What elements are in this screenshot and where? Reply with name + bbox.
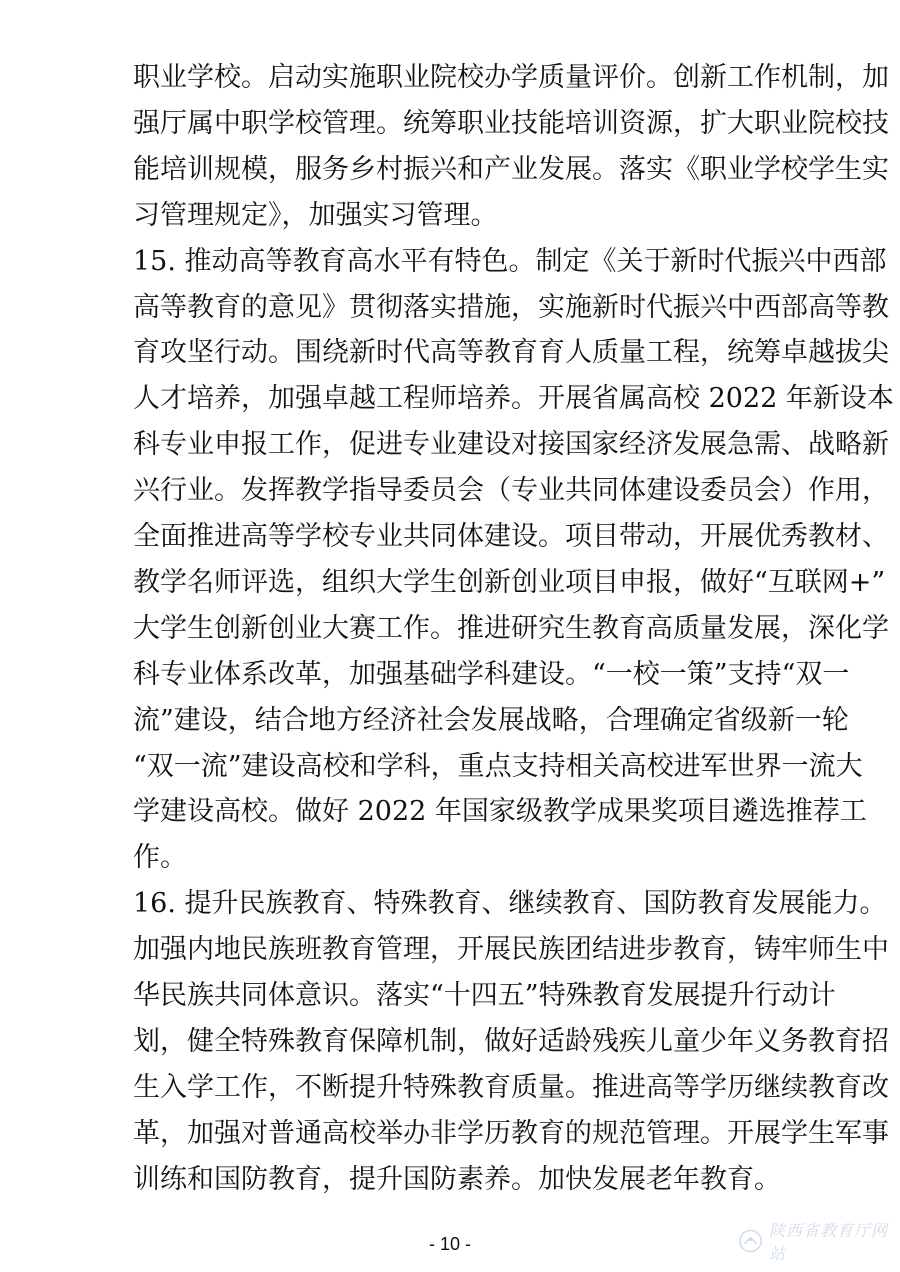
text-line: 加强内地民族班教育管理，开展民族团结进步教育，铸牢师生中: [133, 934, 889, 965]
text-line: 生入学工作，不断提升特殊教育质量。推进高等学历继续教育改: [133, 1072, 889, 1103]
text-line: “双一流”建设高校和学科，重点支持相关高校进军世界一流大: [133, 751, 863, 782]
text-line: 科专业申报工作，促进专业建设对接国家经济发展急需、战略新: [133, 429, 889, 460]
text-line: 16. 提升民族教育、特殊教育、继续教育、国防教育发展能力。: [133, 888, 887, 919]
watermark-logo-icon: [738, 1228, 763, 1254]
text-line: 强厅属中职学校管理。统筹职业技能培训资源，扩大职业院校技: [133, 108, 889, 139]
text-line: 育攻坚行动。围绕新时代高等教育育人质量工程，统筹卓越拔尖: [133, 337, 889, 368]
text-line: 训练和国防教育，提升国防素养。加快发展老年教育。: [133, 1164, 781, 1195]
text-line: 兴行业。发挥教学指导委员会（专业共同体建设委员会）作用，: [133, 475, 889, 506]
text-line: 革，加强对普通高校举办非学历教育的规范管理。开展学生军事: [133, 1118, 889, 1149]
text-line: 高等教育的意见》贯彻落实措施，实施新时代振兴中西部高等教: [133, 292, 889, 323]
text-line: 习管理规定》，加强实习管理。: [133, 200, 498, 231]
text-line: 职业学校。启动实施职业院校办学质量评价。创新工作机制，加: [133, 62, 889, 93]
text-line: 学建设高校。做好 2022 年国家级教学成果奖项目遴选推荐工: [133, 796, 867, 827]
text-line: 人才培养，加强卓越工程师培养。开展省属高校 2022 年新设本: [133, 383, 894, 414]
page-number: - 10 -: [428, 1234, 471, 1254]
text-line: 大学生创新创业大赛工作。推进研究生教育高质量发展，深化学: [133, 613, 889, 644]
text-line: 科专业体系改革，加强基础学科建设。“一校一策”支持“双一: [133, 659, 850, 690]
text-line: 划，健全特殊教育保障机制，做好适龄残疾儿童少年义务教育招: [133, 1026, 889, 1057]
text-line: 教学名师评选，组织大学生创新创业项目申报，做好“互联网+”: [133, 567, 886, 598]
text-line: 全面推进高等学校专业共同体建设。项目带动，开展优秀教材、: [133, 521, 889, 552]
text-line: 能培训规模，服务乡村振兴和产业发展。落实《职业学校学生实: [133, 154, 889, 185]
site-watermark: [738, 1221, 900, 1263]
watermark-text: 陕西省教育厅网站: [769, 1221, 889, 1263]
text-line: 15. 推动高等教育高水平有特色。制定《关于新时代振兴中西部: [133, 246, 887, 277]
text-line: 华民族共同体意识。落实“十四五”特殊教育发展提升行动计: [133, 980, 836, 1011]
text-line: 流”建设，结合地方经济社会发展战略，合理确定省级新一轮: [133, 705, 849, 736]
text-line: 作。: [133, 842, 187, 873]
